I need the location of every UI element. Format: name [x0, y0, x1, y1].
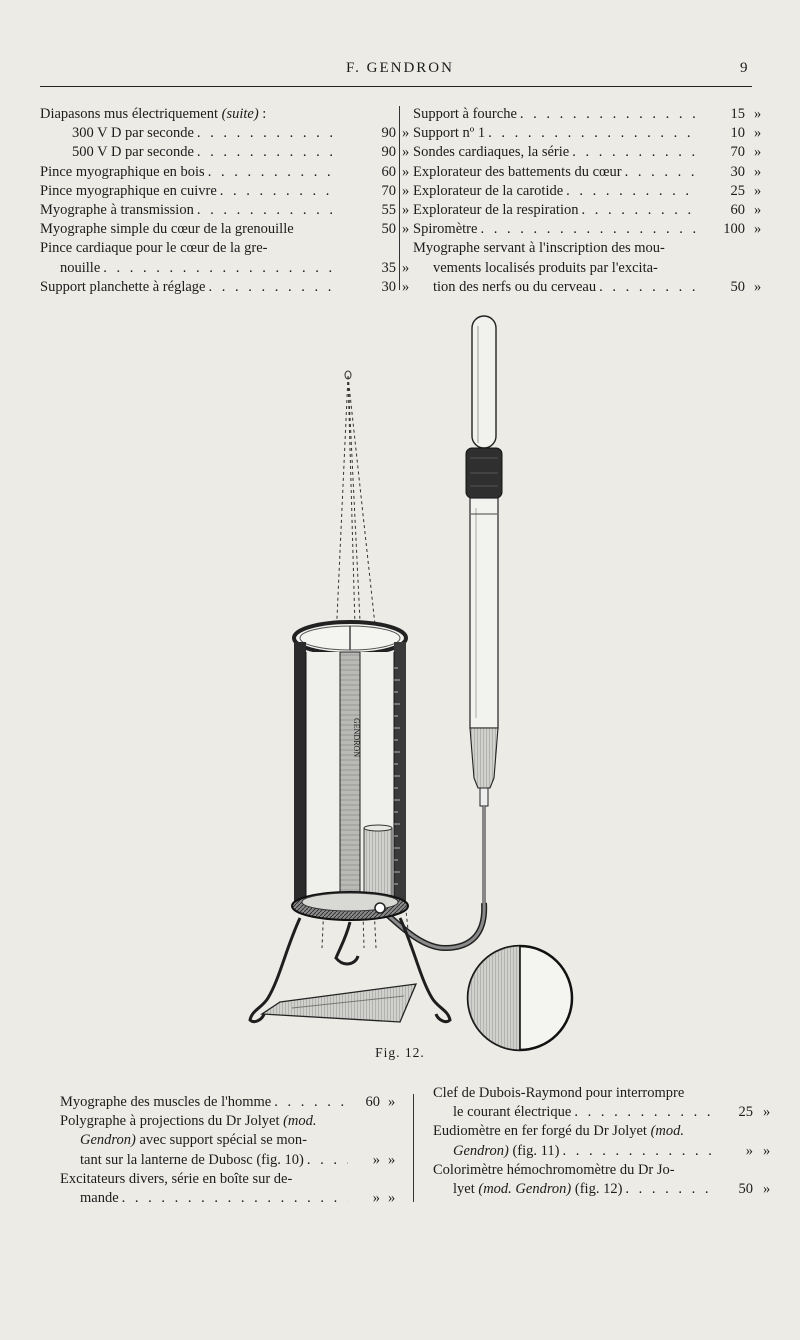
column-divider-top	[399, 106, 400, 290]
entry-description: tion des nerfs ou du cerveau	[433, 278, 597, 295]
dot-leader	[194, 201, 336, 220]
entry-price: 25	[730, 182, 745, 199]
entry-price: »	[745, 1142, 753, 1159]
column-divider-bottom	[413, 1094, 414, 1202]
entry-description: mande	[80, 1190, 119, 1207]
entry-price: 70	[381, 182, 396, 199]
dot-leader	[596, 278, 697, 297]
price-list-entry	[433, 1122, 778, 1141]
price-list-entry	[413, 124, 765, 143]
dot-leader	[205, 163, 336, 182]
entry-description: Explorateur de la carotide	[413, 182, 564, 199]
entry-ditto-mark: »	[402, 163, 410, 180]
entry-price: 100	[723, 221, 745, 238]
price-list-entry	[40, 278, 410, 297]
dot-leader	[485, 124, 697, 143]
price-list-entry	[40, 163, 410, 182]
mirror-plate	[262, 984, 416, 1022]
price-list-entry	[60, 1151, 405, 1170]
entry-ditto-mark: »	[402, 278, 410, 295]
entry-description: vements localisés produits par l'excita-	[433, 259, 658, 276]
figure-caption: Fig. 12.	[375, 1045, 425, 1060]
colorimeter-disc	[468, 946, 572, 1050]
price-list-entry	[60, 1170, 405, 1189]
entry-description: Pince cardiaque pour le cœur de la gre-	[40, 240, 268, 257]
price-list-entry	[40, 201, 410, 220]
price-list-entry	[40, 259, 410, 278]
entry-description: Polygraphe à projections du Dr Jolyet (mod.	[60, 1113, 317, 1130]
entry-price: 25	[738, 1104, 753, 1121]
price-list-entry	[433, 1161, 778, 1180]
price-list-entry	[60, 1093, 405, 1112]
dot-leader	[194, 124, 336, 143]
entry-description: Myographe simple du cœur de la grenouille	[40, 221, 294, 238]
burette-tube	[466, 316, 502, 903]
dot-leader	[622, 163, 697, 182]
price-list-entry	[413, 278, 765, 297]
price-list-entry	[413, 239, 765, 258]
entry-ditto-mark: »	[754, 106, 762, 122]
entry-description: Myographe servant à l'inscription des mou-	[413, 240, 665, 257]
entry-price: 30	[730, 163, 745, 180]
entry-description: 300 V D par seconde	[72, 125, 194, 142]
entry-description: Colorimètre hémochromomètre du Dr Jo-	[433, 1161, 675, 1178]
entry-description: Explorateur des battements du cœur	[413, 163, 622, 180]
entry-description: tant sur la lanterne de Dubosc (fig. 10)	[80, 1151, 304, 1168]
price-list-entry	[413, 163, 765, 182]
price-list-entry	[413, 143, 765, 162]
entry-ditto-mark: »	[754, 125, 762, 142]
entry-description: lyet (mod. Gendron) (fig. 12)	[453, 1181, 623, 1198]
entry-description: Myographe des muscles de l'homme	[60, 1094, 272, 1110]
entry-ditto-mark: »	[402, 259, 410, 276]
entry-description: Pince myographique en cuivre	[40, 182, 217, 199]
price-list-bottom-right	[433, 1084, 778, 1199]
entry-description: Support nº 1	[413, 125, 486, 142]
entry-price: 60	[381, 163, 396, 180]
entry-ditto-mark: »	[402, 202, 410, 219]
price-list-entry	[413, 182, 765, 201]
entry-description: Myographe à transmission	[40, 202, 194, 219]
cylinder-vessel	[292, 622, 408, 920]
price-list-entry	[433, 1103, 778, 1122]
dot-leader	[205, 278, 336, 297]
entry-ditto-mark: »	[402, 125, 410, 142]
price-list-bottom-left	[60, 1093, 405, 1208]
entry-description: Support à fourche	[413, 106, 517, 122]
dot-leader	[578, 201, 697, 220]
entry-ditto-mark: »	[763, 1181, 771, 1198]
entry-price: 90	[381, 125, 396, 142]
header-rule	[40, 86, 752, 87]
entry-description: Excitateurs divers, série en boîte sur de-	[60, 1170, 293, 1187]
entry-description: Diapasons mus électriquement (suite) :	[40, 106, 267, 122]
entry-description: Gendron) avec support spécial se mon-	[80, 1132, 307, 1149]
entry-ditto-mark: »	[402, 221, 410, 238]
entry-price: 70	[730, 144, 745, 161]
price-list-entry	[40, 239, 396, 258]
entry-ditto-mark: »	[388, 1094, 396, 1110]
dot-leader	[194, 143, 336, 162]
price-list-entry	[40, 182, 410, 201]
price-list-entry	[433, 1142, 778, 1161]
entry-ditto-mark: »	[754, 163, 762, 180]
entry-description: Gendron) (fig. 11)	[453, 1142, 560, 1159]
page-number: 9	[740, 60, 748, 76]
colorimeter-engraving	[240, 308, 580, 1053]
entry-description: nouille	[60, 259, 101, 276]
entry-price: 50	[381, 221, 396, 238]
engraved-mark: GENDRON	[352, 718, 361, 758]
price-list-entry	[413, 259, 765, 278]
entry-price: 60	[730, 202, 745, 219]
price-list-entry	[413, 201, 765, 220]
running-title: F. GENDRON	[346, 60, 454, 76]
price-list-entry	[40, 105, 396, 124]
entry-ditto-mark: »	[754, 182, 762, 199]
price-list-entry	[60, 1189, 405, 1208]
entry-description: le courant électrique	[453, 1104, 572, 1121]
entry-ditto-mark: »	[754, 144, 762, 161]
entry-price: 90	[381, 144, 396, 161]
entry-description: Sondes cardiaques, la série	[413, 144, 570, 161]
colorimeter-illustration	[240, 308, 580, 1053]
entry-ditto-mark: »	[388, 1190, 396, 1207]
price-list-entry	[413, 220, 765, 239]
dot-leader	[517, 105, 697, 124]
entry-price: 55	[381, 202, 396, 219]
entry-ditto-mark: »	[754, 221, 762, 238]
dot-leader	[100, 259, 336, 278]
dot-leader	[119, 1189, 348, 1208]
entry-price: 15	[730, 106, 745, 122]
entry-ditto-mark: »	[754, 202, 762, 219]
entry-ditto-mark: »	[763, 1142, 771, 1159]
price-list-entry	[413, 105, 765, 124]
entry-ditto-mark: »	[402, 182, 410, 199]
entry-description: Spiromètre	[413, 221, 478, 238]
entry-ditto-mark: »	[754, 278, 762, 295]
entry-ditto-mark: »	[763, 1104, 771, 1121]
entry-price: 30	[381, 278, 396, 295]
entry-price: 50	[738, 1181, 753, 1198]
dot-leader	[569, 143, 697, 162]
entry-description: Clef de Dubois-Raymond pour interrompre	[433, 1085, 685, 1101]
entry-price: 35	[381, 259, 396, 276]
dot-leader	[622, 1180, 715, 1199]
dot-leader	[563, 182, 697, 201]
dot-leader	[217, 182, 336, 201]
dot-leader	[304, 1151, 348, 1170]
price-list-entry	[40, 143, 410, 162]
price-list-entry	[40, 124, 410, 143]
entry-ditto-mark: »	[402, 144, 410, 161]
dot-leader	[477, 220, 697, 239]
dot-leader	[559, 1142, 715, 1161]
entry-price: »	[372, 1151, 380, 1168]
price-list-entry	[60, 1112, 405, 1131]
dot-leader	[271, 1093, 348, 1112]
price-list-top-right	[413, 105, 765, 297]
price-list-entry	[60, 1131, 405, 1150]
entry-price: »	[372, 1190, 380, 1207]
price-list-entry	[433, 1084, 778, 1103]
price-list-entry	[40, 220, 410, 239]
price-list-top-left	[40, 105, 410, 297]
entry-price: 60	[365, 1094, 380, 1110]
entry-description: Eudiomètre en fer forgé du Dr Jolyet (mod.	[433, 1123, 685, 1140]
dot-leader	[571, 1103, 715, 1122]
entry-price: 50	[730, 278, 745, 295]
entry-description: 500 V D par seconde	[72, 144, 194, 161]
entry-description: Explorateur de la respiration	[413, 202, 579, 219]
entry-ditto-mark: »	[388, 1151, 396, 1168]
entry-description: Support planchette à réglage	[40, 278, 206, 295]
entry-price: 10	[730, 125, 745, 142]
entry-description: Pince myographique en bois	[40, 163, 205, 180]
price-list-entry	[433, 1180, 778, 1199]
